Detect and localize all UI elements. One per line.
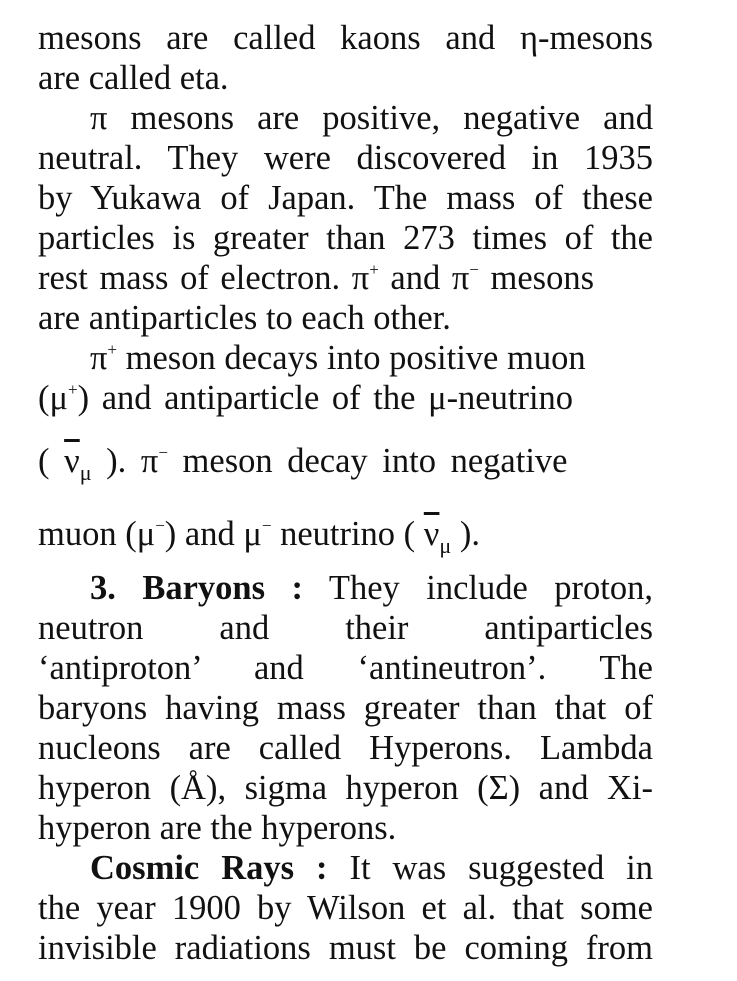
text-span: neutrino (: [271, 515, 424, 553]
text-line: [38, 514, 653, 558]
text-span: ). π: [91, 442, 159, 480]
superscript-minus: −: [261, 516, 272, 535]
text-line: particles is greater than 273 times of the: [38, 219, 653, 257]
subscript-mu: μ: [439, 533, 452, 558]
superscript-minus: −: [155, 516, 165, 535]
text-line: [38, 378, 653, 418]
text-line: ‘antiproton’ and ‘antineutron’. The: [38, 649, 653, 687]
text-line: neutron and their antiparticles: [38, 609, 653, 647]
text-line: π mesons are positive, negative and: [90, 99, 653, 137]
section-heading-cosmic-rays: Cosmic Rays :: [90, 849, 328, 887]
text-span: π: [90, 339, 108, 377]
text-span: muon (μ: [38, 515, 156, 553]
text-line: [38, 338, 653, 378]
text-line: [38, 568, 653, 608]
text-line: invisible radiations must be coming from: [38, 929, 653, 967]
superscript-plus: +: [68, 380, 78, 399]
text-span: ) and μ: [164, 515, 262, 553]
text-span: (μ: [38, 379, 68, 417]
text-span: meson decay into negative: [167, 442, 568, 480]
text-span: They include proton,: [303, 569, 653, 607]
text-line: neutral. They were discovered in 1935: [38, 139, 653, 177]
superscript-minus: −: [158, 443, 168, 462]
text-line: baryons having mass greater than that of: [38, 689, 653, 727]
superscript-minus: −: [469, 260, 479, 279]
text-line: [38, 848, 653, 888]
section-heading-baryons: 3. Baryons :: [90, 569, 304, 607]
text-line: nucleons are called Hyperons. Lambda: [38, 729, 653, 767]
text-line: [38, 441, 653, 485]
text-line: [38, 258, 653, 298]
text-line: the year 1900 by Wilson et al. that some: [38, 889, 653, 927]
text-line: are antiparticles to each other.: [38, 299, 451, 337]
text-span: and π: [378, 259, 470, 297]
text-span: It was suggested in: [327, 849, 653, 887]
superscript-plus: +: [369, 260, 379, 279]
text-line: hyperon (Å), sigma hyperon (Σ) and Xi-: [38, 769, 653, 807]
text-line: by Yukawa of Japan. The mass of these: [38, 179, 653, 217]
text-span: rest mass of electron. π: [38, 259, 370, 297]
text-line: mesons are called kaons and η-mesons: [38, 19, 653, 57]
subscript-mu: μ: [79, 460, 92, 485]
superscript-plus: +: [107, 340, 118, 359]
text-span: mesons: [478, 259, 594, 297]
nu-bar-symbol: $\overline{\nu}$: [64, 442, 80, 480]
text-span: ) and antiparticle of the μ-neutrino: [77, 379, 574, 417]
text-line: hyperon are the hyperons.: [38, 809, 397, 847]
nu-bar-symbol: $\overline{\nu}$: [423, 515, 440, 553]
text-span: (: [38, 442, 65, 480]
text-span: meson decays into positive muon: [117, 339, 586, 377]
text-span: ).: [451, 515, 480, 553]
text-line: are called eta.: [38, 59, 229, 97]
